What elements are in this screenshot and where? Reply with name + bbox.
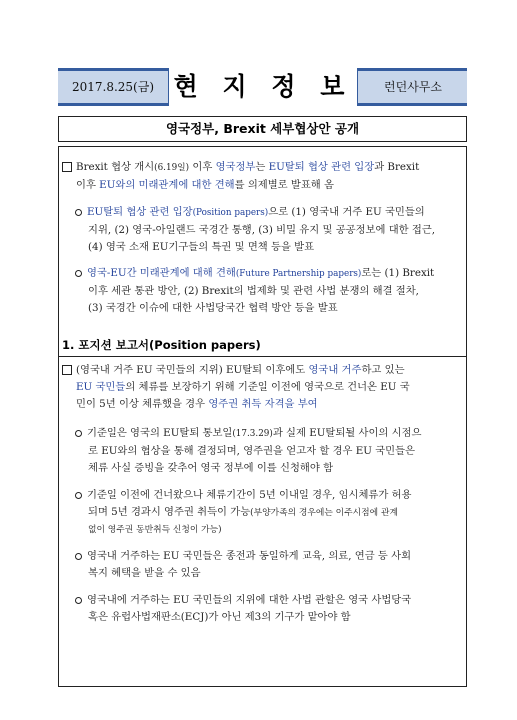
square-bullet-icon	[62, 365, 72, 375]
header-bar	[58, 68, 467, 106]
circle-bullet-icon	[75, 270, 82, 277]
office-name: 런던사무소	[384, 80, 442, 94]
square-bullet-icon	[62, 162, 72, 172]
bullet-welfare: 영국내 거주하는 EU 국민들은 종전과 동일하게 교육, 의료, 연금 등 사회 복지 혜택을 받을 수 있음	[75, 548, 411, 582]
section-divider	[58, 356, 467, 357]
bullet-position-papers: EU탈퇴 협상 관련 입장(Position papers)으로 (1) 영국내 거주 EU 국민들의 지위, (2) 영국-아일랜드 국경간 통행, (3) 비밀 유지 및 공공정보에 대한 접근, (4) 영국 소재 EU기구들의 특권 및 면책 등을 발표	[75, 204, 435, 256]
circle-bullet-icon	[75, 492, 82, 499]
bullet-future-partnership: 영국-EU간 미래관계에 대해 견해(Future Partnership papers)로는 (1) Brexit 이후 세관 통관 방안, (2) Brexit의 법제화 및 관련 사법 분쟁의 해결 절차, (3) 국경간 이슈에 대한 사법당국간 협력 방안 등을 발표	[75, 265, 434, 317]
section1-paragraph: (영국내 거주 EU 국민들의 지위) EU탈퇴 이후에도 영국내 거주하고 있는 EU 국민들의 체류를 보장하기 위해 기준일 이전에 영국으로 건너온 EU 국 민이 5년 이상 체류했을 경우 영주권 취득 자격을 부여	[62, 362, 410, 413]
bullet-reference-date: 기준일은 영국의 EU탈퇴 통보일(17.3.29)과 실제 EU탈퇴될 사이의 시점으 로 EU와의 협상을 통해 결정되며, 영주권을 얻고자 할 경우 EU 국민들은 체류 사실 증빙을 갖추어 영국 정부에 이를 신청해야 함	[75, 425, 421, 477]
document-subtitle: 영국정부, Brexit 세부협상안 공개	[58, 116, 467, 142]
intro-paragraph: Brexit 협상 개시(6.19일) 이후 영국정부는 EU탈퇴 협상 관련 입장과 Brexit 이후 EU와의 미래관계에 대한 견해를 의제별로 발표해 옴	[62, 159, 419, 194]
circle-bullet-icon	[75, 597, 82, 604]
bullet-jurisdiction: 영국내에 거주하는 EU 국민들의 지위에 대한 사법 관할은 영국 사법당국 혹은 유럽사법재판소(ECJ)가 아닌 제3의 기구가 맡아야 함	[75, 592, 411, 626]
circle-bullet-icon	[75, 553, 82, 560]
section-heading: 1. 포지션 보고서(Position papers)	[62, 338, 261, 352]
report-date: 2017.8.25(금)	[71, 80, 155, 94]
bullet-temporary-stay: 기준일 이전에 건너왔으나 체류기간이 5년 이내일 경우, 임시체류가 허용 되며 5년 경과시 영주권 취득이 가능(부양가족의 경우에는 이주시점에 관계 없이 영주권 동반취득 신청이 가능)	[75, 487, 411, 539]
circle-bullet-icon	[75, 209, 82, 216]
page-title: 현 지 정 보	[168, 68, 358, 106]
circle-bullet-icon	[75, 430, 82, 437]
